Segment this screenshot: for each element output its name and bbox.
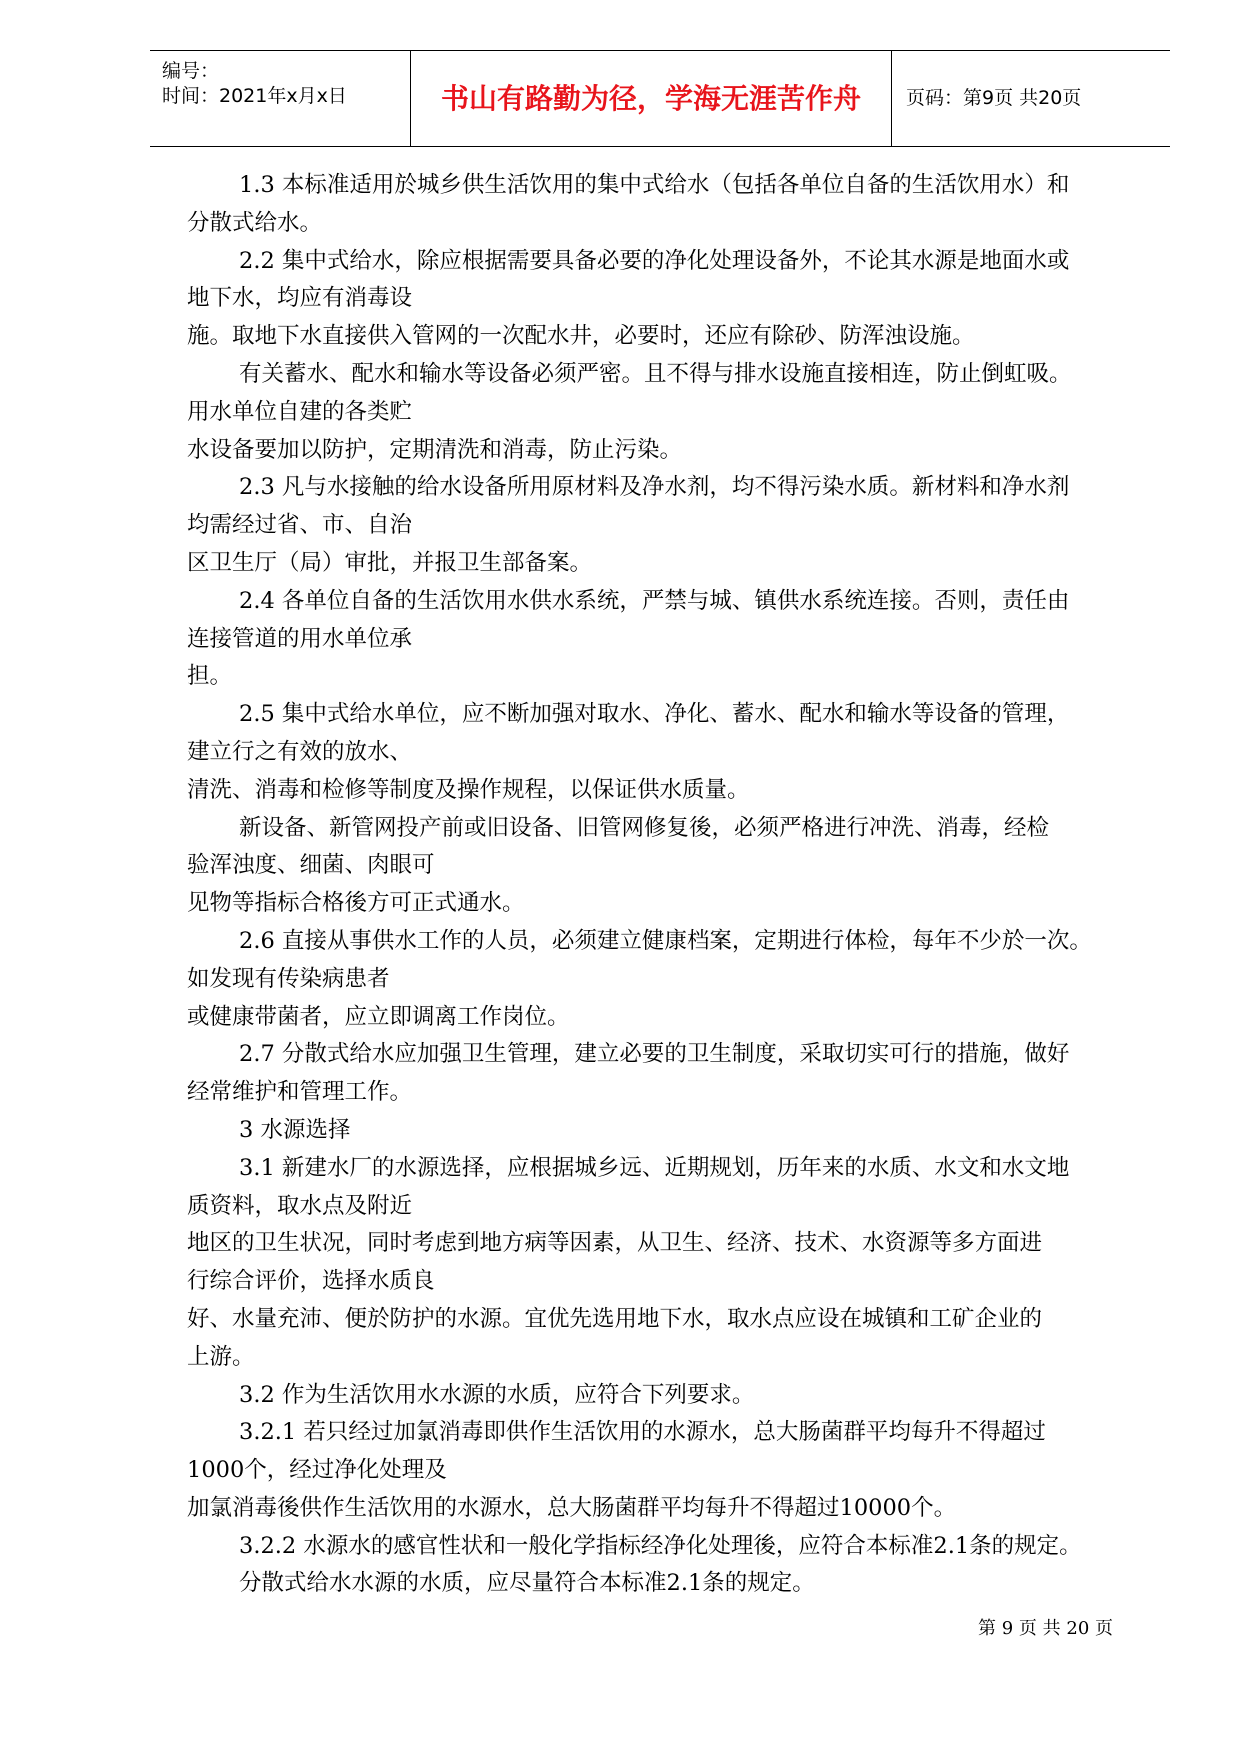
text-line: 2.6 直接从事供水工作的人员，必须建立健康档案，定期进行体检，每年不少於一次。 [239, 927, 1092, 954]
text-line: 2.7 分散式给水应加强卫生管理，建立必要的卫生制度，采取切实可行的措施，做好 [239, 1041, 1070, 1068]
text-line: 1000个，经过净化处理及 [187, 1457, 447, 1484]
document-body [187, 167, 1172, 1603]
text-line: 施。取地下水直接供入管网的一次配水井，必要时，还应有除砂、防浑浊设施。 [187, 323, 975, 350]
header-motto: 书山有路勤为径，学海无涯苦作舟 [440, 82, 861, 115]
text-line: 见物等指标合格後方可正式通水。 [187, 890, 525, 917]
text-line: 3.1 新建水厂的水源选择，应根据城乡远、近期规划，历年来的水质、水文和水文地 [239, 1154, 1070, 1181]
text-line: 用水单位自建的各类贮 [187, 398, 413, 425]
text-line: 2.4 各单位自备的生活饮用水供水系统，严禁与城、镇供水系统连接。否则，责任由 [239, 587, 1070, 614]
text-line: 验浑浊度、细菌、肉眼可 [187, 852, 435, 879]
text-line: 新设备、新管网投产前或旧设备、旧管网修复後，必须严格进行冲洗、消毒，经检 [239, 814, 1050, 841]
text-line: 2.5 集中式给水单位，应不断加强对取水、净化、蓄水、配水和输水等设备的管理， [239, 701, 1070, 728]
text-line: 水设备要加以防护，定期清洗和消毒，防止污染。 [187, 436, 683, 463]
text-line: 经常维护和管理工作。 [187, 1079, 413, 1106]
text-line: 好、水量充沛、便於防护的水源。宜优先选用地下水，取水点应设在城镇和工矿企业的 [187, 1305, 1043, 1332]
document-time-label: 时间：2021年x月x日 [162, 85, 347, 107]
section-heading: 3 水源选择 [239, 1116, 351, 1143]
text-line: 连接管道的用水单位承 [187, 625, 413, 652]
text-line: 区卫生厅（局）审批，并报卫生部备案。 [187, 549, 593, 576]
text-line: 3.2.2 水源水的感官性状和一般化学指标经净化处理後，应符合本标准2.1条的规定。 [239, 1532, 1082, 1559]
text-line: 上游。 [187, 1343, 255, 1370]
page-header [150, 50, 1170, 147]
document-number-label: 编号： [162, 60, 220, 82]
text-line: 地区的卫生状况，同时考虑到地方病等因素，从卫生、经济、技术、水资源等多方面进 [187, 1230, 1043, 1257]
text-line: 3.2 作为生活饮用水水源的水质，应符合下列要求。 [239, 1381, 755, 1408]
text-line: 2.3 凡与水接触的给水设备所用原材料及净水剂，均不得污染水质。新材料和净水剂 [239, 474, 1070, 501]
text-line: 地下水，均应有消毒设 [187, 285, 413, 312]
text-line: 质资料，取水点及附近 [187, 1192, 413, 1219]
header-meta [150, 51, 410, 146]
text-line: 有关蓄水、配水和输水等设备必须严密。且不得与排水设施直接相连，防止倒虹吸。 [239, 360, 1072, 387]
header-motto-cell [410, 51, 892, 146]
text-line: 1.3 本标准适用於城乡供生活饮用的集中式给水（包括各单位自备的生活饮用水）和 [239, 172, 1070, 198]
text-line: 分散式给水水源的水质，应尽量符合本标准2.1条的规定。 [239, 1570, 815, 1597]
header-page-code: 页码：第9页 共20页 [906, 87, 1082, 109]
text-line: 均需经过省、市、自治 [187, 512, 413, 539]
text-line: 分散式给水。 [187, 209, 323, 236]
text-line: 或健康带菌者，应立即调离工作岗位。 [187, 1003, 570, 1030]
text-line: 如发现有传染病患者 [187, 965, 390, 992]
text-line: 加氯消毒後供作生活饮用的水源水，总大肠菌群平均每升不得超过10000个。 [187, 1494, 957, 1521]
text-line: 担。 [187, 663, 233, 690]
text-line: 行综合评价，选择水质良 [187, 1268, 435, 1295]
text-line: 建立行之有效的放水、 [187, 738, 413, 765]
text-line: 3.2.1 若只经过加氯消毒即供作生活饮用的水源水，总大肠菌群平均每升不得超过 [239, 1419, 1046, 1446]
text-line: 2.2 集中式给水，除应根据需要具备必要的净化处理设备外，不论其水源是地面水或 [239, 247, 1070, 274]
header-page-cell [892, 51, 1170, 146]
text-line: 清洗、消毒和检修等制度及操作规程，以保证供水质量。 [187, 776, 750, 803]
page-footer: 第 9 页 共 20 页 [978, 1618, 1113, 1639]
